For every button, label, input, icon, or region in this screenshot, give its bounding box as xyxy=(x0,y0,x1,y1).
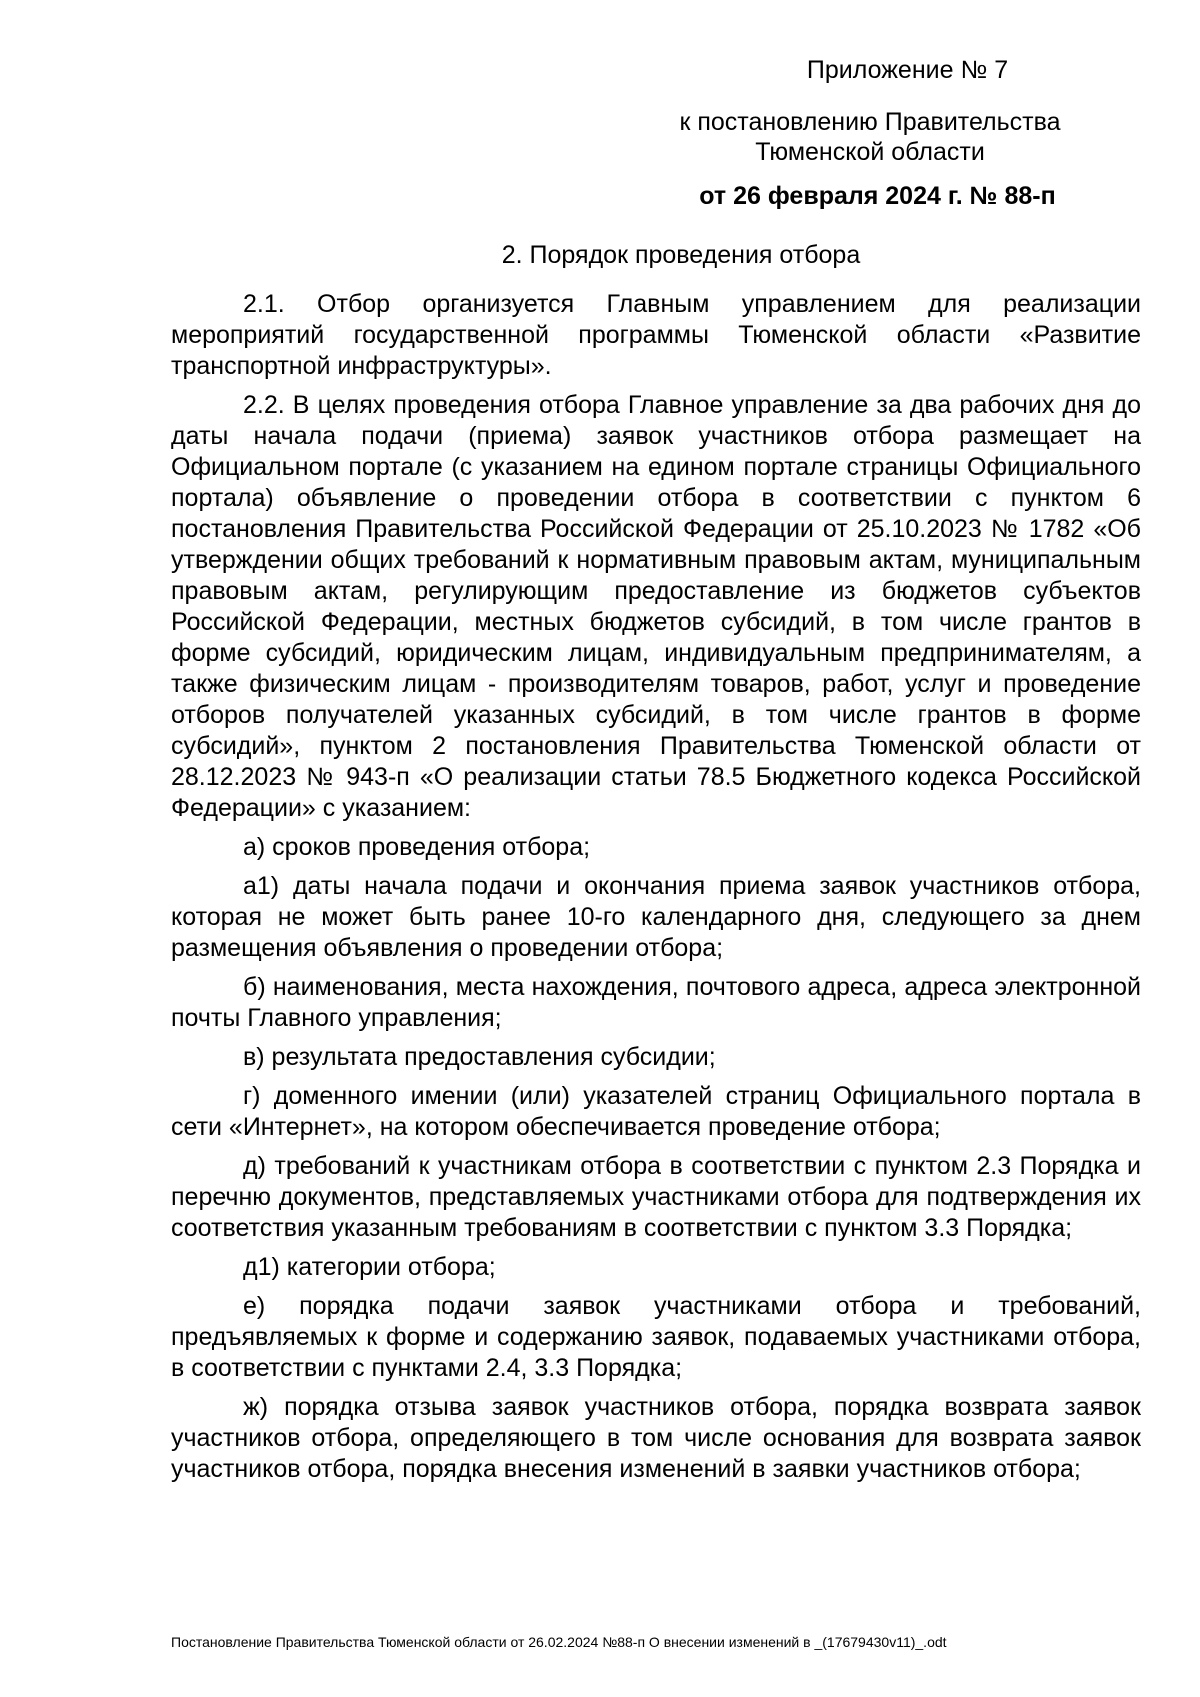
list-item-a: а) сроков проведения отбора; xyxy=(243,833,591,861)
appendix-label: Приложение № 7 xyxy=(806,56,1009,84)
document-footer: Постановление Правительства Тюменской области от 26.02.2024 №88-п О внесении изменений в _(17679430v11)_.odt xyxy=(171,1634,947,1650)
list-item-b: б) наименования, места нахождения, почтового адреса, адреса электронной почты Главного управления; xyxy=(171,973,1141,1032)
document-body xyxy=(171,240,1141,1493)
header-line-1: к постановлению Правительства xyxy=(679,108,1061,136)
list-item-d: д) требований к участникам отбора в соответствии с пунктом 2.3 Порядка и перечню документов, представляемых участниками отбора для подтверждения их соответствия указанным требованиям в соответствии с пунктом 3.3 Порядка; xyxy=(171,1152,1141,1242)
header-date-number: от 26 февраля 2024 г. № 88-п xyxy=(699,182,1056,210)
list-item-a1: а1) даты начала подачи и окончания приема заявок участников отбора, которая не может быть ранее 10-го календарного дня, следующего за днем размещения объявления о проведении отбора; xyxy=(171,872,1141,962)
paragraph-2-1: 2.1. Отбор организуется Главным управлением для реализации мероприятий государственной программы Тюменской области «Развитие транспортной инфраструктуры». xyxy=(171,290,1141,380)
list-item-g: г) доменного имении (или) указателей страниц Официального портала в сети «Интернет», на котором обеспечивается проведение отбора; xyxy=(171,1082,1141,1141)
list-item-e: е) порядка подачи заявок участниками отбора и требований, предъявляемых к форме и содержанию заявок, подаваемых участниками отбора, в соответствии с пунктами 2.4, 3.3 Порядка; xyxy=(171,1292,1141,1382)
list-item-v: в) результата предоставления субсидии; xyxy=(243,1043,716,1071)
header-line-2: Тюменской области xyxy=(755,138,985,166)
list-item-zh: ж) порядка отзыва заявок участников отбора, порядка возврата заявок участников отбора, определяющего в том числе основания для возврата заявок участников отбора, порядка внесения изменений в заявки участников отбора; xyxy=(171,1393,1141,1483)
document-header xyxy=(640,55,1100,211)
list-item-d1: д1) категории отбора; xyxy=(243,1253,496,1281)
section-title: 2. Порядок проведения отбора xyxy=(501,241,861,269)
paragraph-2-2: 2.2. В целях проведения отбора Главное управление за два рабочих дня до даты начала подачи (приема) заявок участников отбора размещает на Официальном портале (с указанием на едином портале страницы Официального портала) объявление о проведении отбора в соответствии с пунктом 6 постановления Правительства Российской Федерации от 25.10.2023 № 1782 «Об утверждении общих требований к нормативным правовым актам, муниципальным правовым актам, регулирующим предоставление из бюджетов субъектов Российской Федерации, местных бюджетов субсидий, в том числе грантов в форме субсидий, юридическим лицам, индивидуальным предпринимателям, а также физическим лицам - производителям товаров, работ, услуг и проведение отборов получателей указанных субсидий, в том числе грантов в форме субсидий», пунктом 2 постановления Правительства Тюменской области от 28.12.2023 № 943-п «О реализации статьи 78.5 Бюджетного кодекса Российской Федерации» с указанием: xyxy=(171,391,1141,822)
